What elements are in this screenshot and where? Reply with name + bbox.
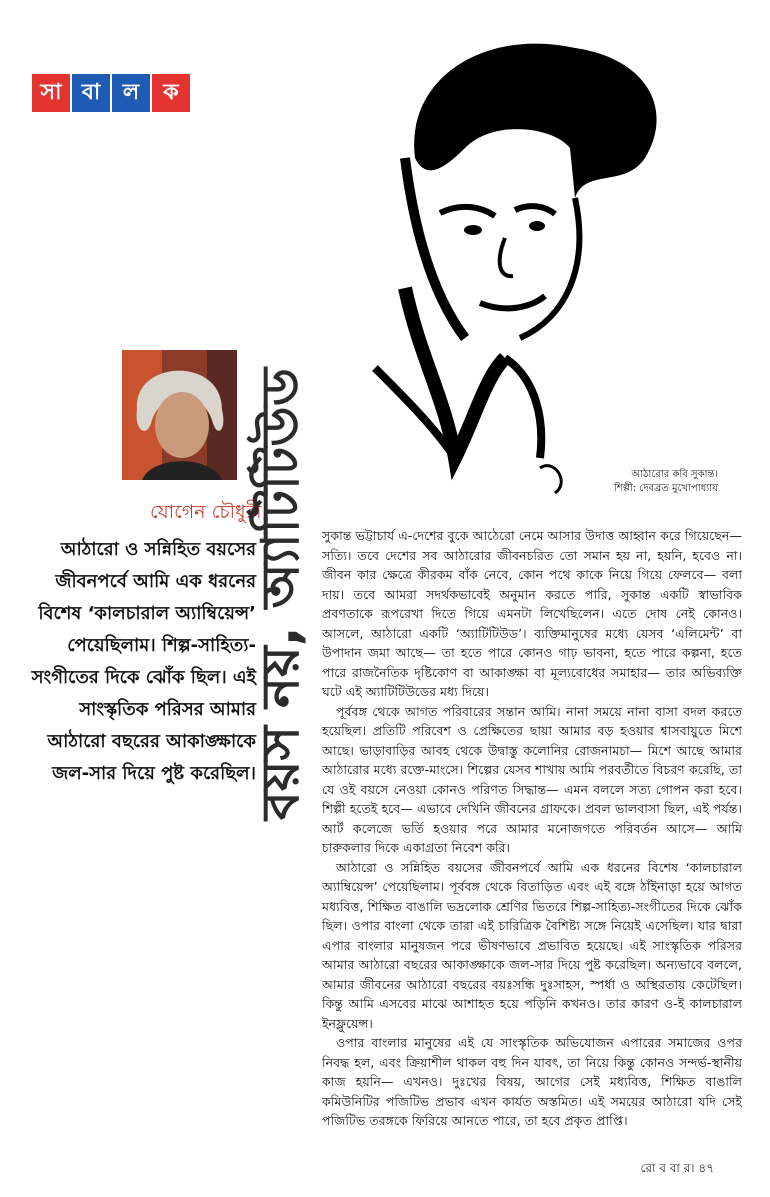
body-paragraph: পূর্ববঙ্গ থেকে আগত পরিবারের সন্তান আমি। নানা সময়ে নানা বাসা বদল করতে হয়েছিল। প্রতিটি পরিবেশ ও প্রেক্ষিতের ছায়া আমার বড় হওয়ার শ্বাসবায়ুতে মিশে আছে। ভাড়াবাড়ির আবহ থেকে উদ্বাস্তু কলোনির রোজনামচা— মিশে আছে আমার আঠারোর মধ্যে রক্তে-মাংসে। শিল্পের যেসব শাখায় আমি পরবর্তীতে বিচরণ করেছি, তা যে ওই বয়সে নেওয়া কোনও পরিণত সিদ্ধান্ত— এমন বললে সত্য গোপন করা হবে। শিল্পী হতেই হবে— এভাবে দেখিনি জীবনের গ্রাফকে। প্রবল ভালবাসা ছিল, এই পর্যন্ত। আর্ট কলেজে ভর্তি হওয়ার পরে আমার মনোজগতে পরিবর্তন আসে— আমি চারুকলার দিকে একাগ্রতা নিবেশ করি। [322,703,742,855]
caption-title: আঠারোর কবি সুকান্ত। [631,469,718,480]
author-photo [122,350,237,480]
article-title-wrapper [248,344,314,844]
body-paragraph: সুকান্ত ভট্টাচার্য এ-দেশের বুকে আঠেরো নেমে আসার উদাত্ত আহ্বান করে গিয়েছেন— সত্যি। তবে দেশের সব আঠারোর জীবনচরিত তো সমান হয় না, হয়নি, হবেও না। জীবন কার ক্ষেত্রে কীরকম বাঁক নেবে, কোন পথে কাকে নিয়ে গিয়ে ফেলবে— বলা দায়। তবে আমরা সদর্থকভাবেই অনুমান করতে পারি, সুকান্ত একটি স্বাভাবিক প্রবণতাকে রূপরেখা দিতে গিয়ে এমনটা লিখেছিলেন। এতে দোষ নেই কোনও। আসলে, আঠারো একটি ‘অ্যাটিটিউড’। ব্যক্তিমানুষের মধ্যে যেসব ‘এলিমেন্ট’ বা উপাদান জমা আছে— তা হতে পারে কোনও গাঢ় ভাবনা, হতে পারে কল্পনা, হতে পারে রাজনৈতিক দৃষ্টিকোণ বা আকাঙ্ক্ষা বা মূল্যবোধের সমাহার— তার অভিব্যক্তি ঘটে এই অ্যাটিটিউডের মধ্য দিয়ে। [322,528,742,699]
logo-letter: ল [112,74,150,112]
logo-letter: বা [72,74,110,112]
body-paragraph: ওপার বাংলার মানুষের এই যে সাংস্কৃতিক অভিযোজন এপারের সমাজের ওপর নিবদ্ধ হল, এবং ক্রিয়াশীল থাকল বহু দিন যাবৎ, তা নিয়ে কিন্তু কোনও সন্দর্ভ-স্থানীয় কাজ হয়নি— এখনও। দুঃখের বিষয়, আগের সেই মধ্যবিত্ত, শিক্ষিত বাঙালি কমিউনিটির পজিটিভ প্রভাব এখন কার্যত অস্তমিত। এই সময়ের আঠারো যদি সেই পজিটিভ তরঙ্গকে ফিরিয়ে আনতে পারে, তা হবে প্রকৃত প্রাপ্তি। [322,1035,742,1128]
article-title: বয়স নয়, অ্যাটিটিউড [251,368,311,820]
logo-letter: ক [152,74,190,112]
section-logo [32,74,190,112]
illustration-caption [614,468,718,496]
body-paragraph: আঠারো ও সন্নিহিত বয়সের জীবনপর্বে আমি এক ধরনের বিশেষ ‘কালচারাল অ্যাম্বিয়েন্স’ পেয়েছিলাম। পূর্ববঙ্গ থেকে বিতাড়িত এবং এই বঙ্গে ঠাঁইনাড়া হয়ে আগত মধ্যবিত্ত, শিক্ষিত বাঙালি ভদ্রলোক শ্রেণির ভিতরে শিল্প-সাহিত্য-সংগীতের দিকে ঝোঁক ছিল। ওপার বাংলা থেকে তারা এই চারিত্রিক বৈশিষ্ট্য সঙ্গে নিয়েই এসেছিল। যার দ্বারা এপার বাংলার মানুষজন পরে ভীষণভাবে প্রভাবিত হয়েছে। এই সাংস্কৃতিক পরিসর আমার আঠারো বছরের আকাঙ্ক্ষাকে জল-সার দিয়ে পুষ্ট করেছিল। অন্যভাবে বললে, আমার জীবনের আঠারো বছরের বয়ঃসন্ধি দুঃসাহস, স্পর্ধা ও অস্থিরতায় কেটেছিল। কিন্তু আমি এসবের মাঝে আশাহত হয়ে পড়িনি কখনও। তার কারণ ও-ই কালচারাল ইনফ্লুয়েন্স। [322,859,742,1031]
caption-artist: শিল্পী: দেবব্রত মুখোপাধ্যায় [613,483,718,494]
page-folio: রো ব বা র। ৪৭ [640,1161,714,1175]
logo-letter: সা [32,74,70,112]
author-name: যোগেন চৌধুরী [150,501,262,523]
pull-quote: আঠারো ও সন্নিহিত বয়সের জীবনপর্বে আমি এক ধরনের বিশেষ ‘কালচারাল অ্যাম্বিয়েন্স’ পেয়েছিলাম। শিল্প-সাহিত্য-সংগীতের দিকে ঝোঁক ছিল। এই সাংস্কৃতিক পরিসর আমার আঠারো বছরের আকাঙ্ক্ষাকে জল-সার দিয়ে পুষ্ট করেছিল। [31,539,256,784]
portrait-sketch-illustration [345,38,725,498]
article-body [322,526,742,1131]
